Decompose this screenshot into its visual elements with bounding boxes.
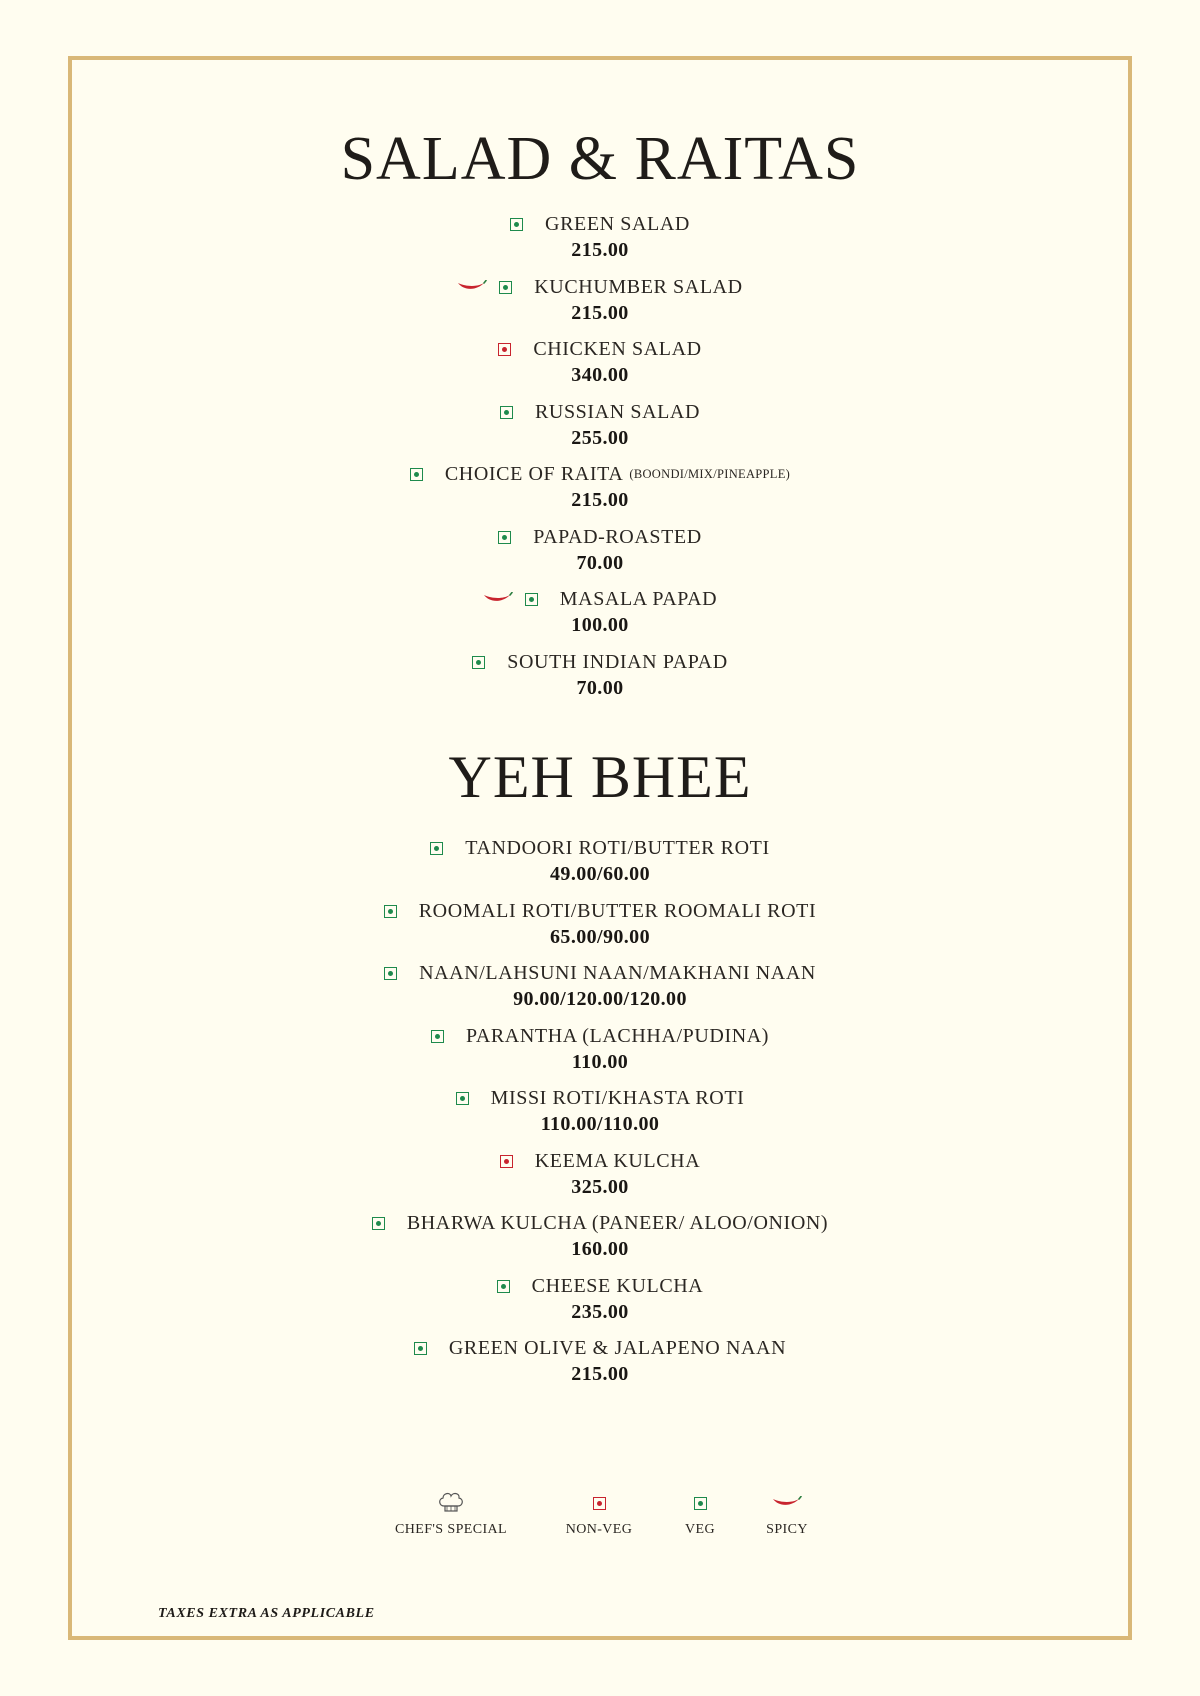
- item-name: BHARWA KULCHA (PANEER/ ALOO/ONION): [406, 1211, 829, 1234]
- veg-marker-icon: [410, 468, 423, 481]
- item-line: [0, 1148, 1200, 1174]
- item-price: 100.00: [571, 614, 629, 636]
- menu-item: [0, 1335, 1200, 1387]
- section-title-salad-raitas: SALAD & RAITAS: [340, 125, 860, 193]
- item-name: KUCHUMBER SALAD: [534, 275, 743, 298]
- legend-label-chefs-special: CHEF'S SPECIAL: [395, 1522, 507, 1537]
- menu-item: [0, 399, 1200, 451]
- item-price: 90.00/120.00/120.00: [513, 988, 687, 1010]
- item-price: 215.00: [571, 302, 629, 324]
- item-line: [0, 461, 1200, 487]
- menu-item: [0, 835, 1200, 887]
- veg-marker-icon: [694, 1497, 707, 1510]
- non-veg-marker-icon: [500, 1155, 513, 1168]
- item-line: [0, 336, 1200, 362]
- item-line: [0, 399, 1200, 425]
- menu-item: [0, 649, 1200, 701]
- chili-icon: [772, 1496, 802, 1510]
- item-name: RUSSIAN SALAD: [534, 400, 701, 423]
- veg-marker-icon: [525, 593, 538, 606]
- non-veg-marker-icon: [593, 1497, 606, 1510]
- item-price: 340.00: [571, 364, 629, 386]
- menu-item: [0, 586, 1200, 638]
- legend: [0, 1490, 1200, 1550]
- item-price: 255.00: [571, 427, 629, 449]
- item-price: 70.00: [576, 677, 624, 699]
- item-price: 110.00: [571, 1051, 629, 1073]
- chef-hat-icon: [436, 1491, 466, 1515]
- veg-marker-icon: [372, 1217, 385, 1230]
- item-price: 160.00: [571, 1238, 629, 1260]
- item-name: MISSI ROTI/KHASTA ROTI: [490, 1086, 745, 1109]
- item-name: ROOMALI ROTI/BUTTER ROOMALI ROTI: [418, 899, 817, 922]
- legend-chefs-special: [381, 1490, 521, 1538]
- item-name: MASALA PAPAD: [559, 587, 718, 610]
- menu-item: [0, 461, 1200, 513]
- item-line: [0, 1273, 1200, 1299]
- veg-marker-icon: [499, 281, 512, 294]
- veg-marker-icon: [384, 905, 397, 918]
- non-veg-marker-icon: [498, 343, 511, 356]
- item-price: 110.00/110.00: [540, 1113, 660, 1135]
- item-price: 325.00: [571, 1176, 629, 1198]
- item-price: 235.00: [571, 1301, 629, 1323]
- item-price: 70.00: [576, 552, 624, 574]
- item-price: 215.00: [571, 1363, 629, 1385]
- legend-label-non-veg: NON-VEG: [565, 1522, 633, 1537]
- veg-marker-icon: [430, 842, 443, 855]
- item-name: KEEMA KULCHA: [534, 1149, 701, 1172]
- item-name: CHICKEN SALAD: [533, 337, 702, 360]
- chili-icon: [483, 592, 513, 606]
- item-name: PARANTHA (LACHHA/PUDINA): [465, 1024, 770, 1047]
- item-price: 65.00/90.00: [550, 926, 650, 948]
- chili-icon: [457, 280, 487, 294]
- item-line: [0, 649, 1200, 675]
- veg-marker-icon: [497, 1280, 510, 1293]
- menu-item: [0, 1023, 1200, 1075]
- menu-item: [0, 1148, 1200, 1200]
- item-name: SOUTH INDIAN PAPAD: [507, 650, 728, 673]
- menu-item: [0, 1085, 1200, 1137]
- veg-marker-icon: [456, 1092, 469, 1105]
- item-line: [0, 586, 1200, 612]
- item-price: 215.00: [571, 489, 629, 511]
- taxes-note: TAXES EXTRA AS APPLICABLE: [158, 1606, 375, 1621]
- item-line: [0, 1335, 1200, 1361]
- veg-marker-icon: [414, 1342, 427, 1355]
- item-line: [0, 960, 1200, 986]
- item-price: 215.00: [571, 239, 629, 261]
- menu-item: [0, 524, 1200, 576]
- item-line: [0, 211, 1200, 237]
- section-title-yeh-bhee: YEH BHEE: [448, 744, 752, 810]
- item-name: PAPAD-ROASTED: [533, 525, 702, 548]
- item-name: GREEN OLIVE & JALAPENO NAAN: [448, 1336, 787, 1359]
- item-name: GREEN SALAD: [545, 212, 690, 235]
- menu-item: [0, 898, 1200, 950]
- veg-marker-icon: [510, 218, 523, 231]
- item-note: (BOONDI/MIX/PINEAPPLE): [629, 466, 791, 481]
- item-line: [0, 524, 1200, 550]
- item-line: [0, 274, 1200, 300]
- item-line: [0, 1085, 1200, 1111]
- item-name: CHEESE KULCHA: [531, 1274, 704, 1297]
- item-line: [0, 898, 1200, 924]
- legend-label-veg: VEG: [685, 1522, 715, 1537]
- veg-marker-icon: [498, 531, 511, 544]
- veg-marker-icon: [500, 406, 513, 419]
- menu-item: [0, 960, 1200, 1012]
- legend-spicy: [717, 1490, 857, 1538]
- menu-item: [0, 1273, 1200, 1325]
- item-name: NAAN/LAHSUNI NAAN/MAKHANI NAAN: [419, 961, 816, 984]
- item-line: [0, 1023, 1200, 1049]
- menu-item: [0, 1210, 1200, 1262]
- item-name: CHOICE OF RAITA: [444, 462, 624, 485]
- item-line: [0, 1210, 1200, 1236]
- item-price: 49.00/60.00: [550, 863, 650, 885]
- legend-label-spicy: SPICY: [766, 1522, 808, 1537]
- item-name: TANDOORI ROTI/BUTTER ROTI: [465, 836, 770, 859]
- veg-marker-icon: [384, 967, 397, 980]
- menu-item: [0, 336, 1200, 388]
- menu-item: [0, 211, 1200, 263]
- veg-marker-icon: [431, 1030, 444, 1043]
- veg-marker-icon: [472, 656, 485, 669]
- item-line: [0, 835, 1200, 861]
- menu-item: [0, 274, 1200, 326]
